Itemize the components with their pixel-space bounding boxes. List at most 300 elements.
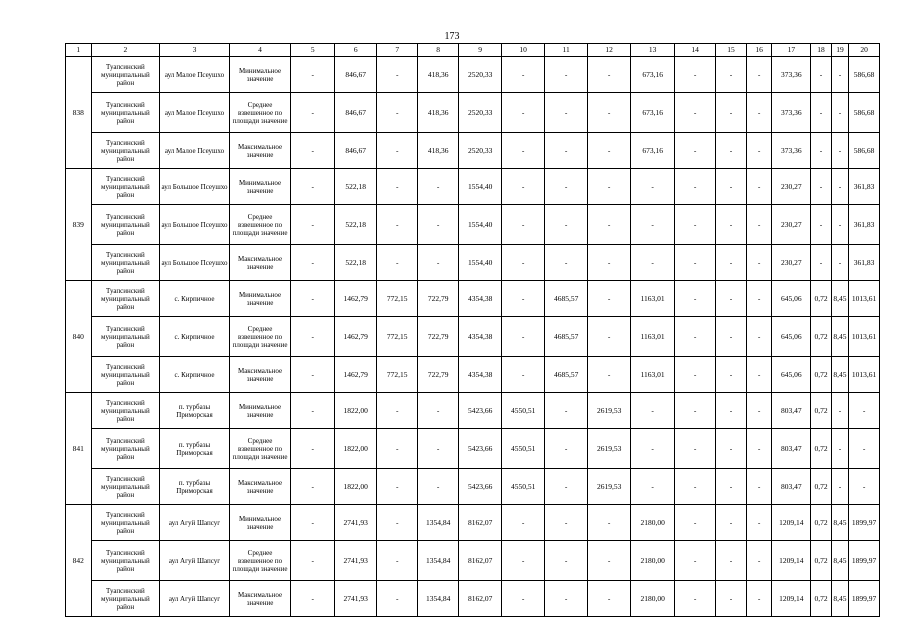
table-cell: - — [291, 429, 335, 469]
table-cell: 373,36 — [772, 93, 811, 133]
table-cell: - — [377, 133, 418, 169]
table-cell: 645,06 — [772, 357, 811, 393]
table-cell: 1013,61 — [849, 357, 880, 393]
table-cell: 803,47 — [772, 469, 811, 505]
table-cell: 0,72 — [811, 281, 831, 317]
table-cell: - — [377, 541, 418, 581]
table-cell: п. турбазы Приморская — [160, 469, 230, 505]
table-cell: 1462,79 — [335, 281, 377, 317]
table-cell: 1354,84 — [418, 541, 459, 581]
table-row — [66, 317, 880, 357]
table-cell: - — [291, 93, 335, 133]
table-cell: - — [291, 281, 335, 317]
table-cell: - — [716, 505, 747, 541]
table-cell: Минимальное значение — [229, 169, 290, 205]
table-cell: 772,15 — [377, 317, 418, 357]
table-row — [66, 541, 880, 581]
table-cell: 846,67 — [335, 93, 377, 133]
table-cell: - — [291, 393, 335, 429]
table-cell: - — [849, 469, 880, 505]
table-row — [66, 133, 880, 169]
table-cell: 373,36 — [772, 133, 811, 169]
table-cell: Туапсинский муниципальный район — [91, 205, 160, 245]
table-cell: - — [631, 169, 675, 205]
table-cell: 803,47 — [772, 429, 811, 469]
table-cell: 1013,61 — [849, 317, 880, 357]
table-cell: - — [545, 429, 588, 469]
table-cell: - — [545, 93, 588, 133]
table-cell: - — [377, 393, 418, 429]
column-header: 8 — [418, 44, 459, 57]
table-cell: п. турбазы Приморская — [160, 393, 230, 429]
table-cell: - — [291, 169, 335, 205]
table-cell: Среднее взвешенное по площади значение — [229, 93, 290, 133]
table-cell: - — [675, 541, 716, 581]
table-cell: - — [502, 169, 545, 205]
column-header: 10 — [502, 44, 545, 57]
table-cell: - — [545, 393, 588, 429]
table-cell: 0,72 — [811, 429, 831, 469]
table-cell: - — [418, 169, 459, 205]
table-cell: 1163,01 — [631, 357, 675, 393]
table-cell: Туапсинский муниципальный район — [91, 469, 160, 505]
table-cell: 586,68 — [849, 93, 880, 133]
table-cell: 4550,51 — [502, 469, 545, 505]
table-cell: 673,16 — [631, 133, 675, 169]
table-cell: - — [675, 505, 716, 541]
table-cell: - — [631, 205, 675, 245]
table-row — [66, 429, 880, 469]
row-index: 838 — [66, 57, 92, 169]
table-cell: Среднее взвешенное по площади значение — [229, 205, 290, 245]
table-cell: Туапсинский муниципальный район — [91, 581, 160, 617]
table-cell: 8,45 — [831, 281, 848, 317]
table-cell: - — [588, 245, 631, 281]
table-cell: - — [716, 429, 747, 469]
table-cell: 1354,84 — [418, 581, 459, 617]
table-cell: - — [811, 133, 831, 169]
table-cell: - — [716, 245, 747, 281]
column-header: 18 — [811, 44, 831, 57]
table-cell: - — [502, 317, 545, 357]
table-cell: 1013,61 — [849, 281, 880, 317]
table-cell: 230,27 — [772, 169, 811, 205]
table-cell: 1554,40 — [459, 169, 502, 205]
table-cell: - — [716, 541, 747, 581]
table-cell: 1462,79 — [335, 357, 377, 393]
table-cell: Максимальное значение — [229, 469, 290, 505]
table-cell: 4354,38 — [459, 317, 502, 357]
table-cell: 373,36 — [772, 57, 811, 93]
table-cell: - — [545, 133, 588, 169]
table-cell: аул Агуй Шапсуг — [160, 505, 230, 541]
table-cell: 846,67 — [335, 57, 377, 93]
table-cell: 4550,51 — [502, 393, 545, 429]
table-cell: Туапсинский муниципальный район — [91, 281, 160, 317]
table-cell: - — [831, 469, 848, 505]
column-header: 19 — [831, 44, 848, 57]
table-cell: - — [502, 205, 545, 245]
table-cell: - — [716, 393, 747, 429]
table-cell: - — [746, 169, 772, 205]
table-cell: 1899,97 — [849, 581, 880, 617]
table-cell: 645,06 — [772, 281, 811, 317]
column-header: 4 — [229, 44, 290, 57]
data-table — [65, 43, 880, 617]
table-cell: - — [502, 245, 545, 281]
table-cell: 1462,79 — [335, 317, 377, 357]
table-row — [66, 57, 880, 93]
table-cell: - — [377, 93, 418, 133]
table-cell: - — [675, 469, 716, 505]
table-cell: - — [631, 429, 675, 469]
table-cell: 522,18 — [335, 169, 377, 205]
table-cell: 8,45 — [831, 541, 848, 581]
header-row — [66, 44, 880, 57]
table-cell: Туапсинский муниципальный район — [91, 505, 160, 541]
table-cell: 1163,01 — [631, 281, 675, 317]
table-cell: аул Большое Псеушхо — [160, 245, 230, 281]
table-cell: - — [588, 205, 631, 245]
table-cell: - — [588, 169, 631, 205]
column-header: 12 — [588, 44, 631, 57]
table-row — [66, 393, 880, 429]
table-cell: 2741,93 — [335, 581, 377, 617]
table-cell: 0,72 — [811, 393, 831, 429]
table-cell: 8162,07 — [459, 581, 502, 617]
table-cell: - — [291, 469, 335, 505]
table-cell: 2520,33 — [459, 57, 502, 93]
table-cell: Максимальное значение — [229, 581, 290, 617]
table-cell: - — [811, 169, 831, 205]
table-cell: 5423,66 — [459, 429, 502, 469]
table-row — [66, 169, 880, 205]
table-cell: - — [291, 57, 335, 93]
table-cell: - — [588, 281, 631, 317]
table-cell: 418,36 — [418, 133, 459, 169]
table-cell: Среднее взвешенное по площади значение — [229, 429, 290, 469]
table-cell: - — [545, 205, 588, 245]
table-cell: 673,16 — [631, 57, 675, 93]
table-cell: 230,27 — [772, 205, 811, 245]
table-cell: 1822,00 — [335, 469, 377, 505]
table-cell: 4685,57 — [545, 281, 588, 317]
table-cell: 4685,57 — [545, 357, 588, 393]
table-cell: 2741,93 — [335, 541, 377, 581]
table-cell: Туапсинский муниципальный район — [91, 57, 160, 93]
table-cell: - — [746, 245, 772, 281]
table-cell: 230,27 — [772, 245, 811, 281]
table-cell: 803,47 — [772, 393, 811, 429]
table-cell: - — [545, 541, 588, 581]
table-cell: - — [675, 429, 716, 469]
table-cell: 1822,00 — [335, 429, 377, 469]
table-cell: - — [291, 317, 335, 357]
table-cell: 1899,97 — [849, 541, 880, 581]
table-cell: - — [831, 133, 848, 169]
table-cell: - — [377, 429, 418, 469]
row-index: 840 — [66, 281, 92, 393]
table-cell: - — [675, 393, 716, 429]
table-cell: 8162,07 — [459, 505, 502, 541]
table-cell: Туапсинский муниципальный район — [91, 429, 160, 469]
table-row — [66, 281, 880, 317]
table-cell: - — [588, 581, 631, 617]
column-header: 5 — [291, 44, 335, 57]
table-cell: - — [675, 93, 716, 133]
table-cell: - — [291, 357, 335, 393]
table-row — [66, 581, 880, 617]
column-header: 14 — [675, 44, 716, 57]
table-cell: - — [716, 581, 747, 617]
table-cell: - — [746, 57, 772, 93]
table-cell: - — [377, 469, 418, 505]
table-cell: - — [675, 169, 716, 205]
table-cell: - — [502, 541, 545, 581]
column-header: 1 — [66, 44, 92, 57]
table-cell: 361,83 — [849, 169, 880, 205]
table-cell: - — [716, 133, 747, 169]
table-cell: 586,68 — [849, 133, 880, 169]
table-cell: - — [716, 357, 747, 393]
column-header: 9 — [459, 44, 502, 57]
table-cell: Туапсинский муниципальный район — [91, 133, 160, 169]
table-row — [66, 357, 880, 393]
table-cell: - — [418, 393, 459, 429]
table-cell: - — [675, 133, 716, 169]
table-cell: - — [588, 357, 631, 393]
column-header: 6 — [335, 44, 377, 57]
table-cell: 772,15 — [377, 357, 418, 393]
table-cell: 4685,57 — [545, 317, 588, 357]
table-cell: 4550,51 — [502, 429, 545, 469]
table-cell: 0,72 — [811, 469, 831, 505]
table-cell: - — [377, 205, 418, 245]
table-cell: - — [746, 205, 772, 245]
table-cell: - — [502, 357, 545, 393]
table-cell: - — [811, 57, 831, 93]
table-cell: - — [831, 393, 848, 429]
table-cell: 722,79 — [418, 357, 459, 393]
table-cell: - — [631, 393, 675, 429]
table-cell: Минимальное значение — [229, 505, 290, 541]
table-cell: 522,18 — [335, 205, 377, 245]
table-cell: - — [588, 57, 631, 93]
table-cell: Минимальное значение — [229, 393, 290, 429]
table-cell: аул Агуй Шапсуг — [160, 541, 230, 581]
table-cell: - — [746, 505, 772, 541]
table-cell: 8162,07 — [459, 541, 502, 581]
table-cell: - — [831, 93, 848, 133]
table-cell: 5423,66 — [459, 393, 502, 429]
table-cell: 2619,53 — [588, 393, 631, 429]
table-cell: - — [811, 245, 831, 281]
table-cell: - — [377, 245, 418, 281]
table-cell: - — [545, 57, 588, 93]
table-cell: Максимальное значение — [229, 357, 290, 393]
table-cell: - — [831, 245, 848, 281]
table-row — [66, 93, 880, 133]
table-cell: 522,18 — [335, 245, 377, 281]
table-cell: 2619,53 — [588, 469, 631, 505]
table-cell: аул Большое Псеушхо — [160, 169, 230, 205]
table-cell: 2180,00 — [631, 541, 675, 581]
table-cell: 0,72 — [811, 581, 831, 617]
table-cell: 361,83 — [849, 245, 880, 281]
column-header: 15 — [716, 44, 747, 57]
table-cell: 645,06 — [772, 317, 811, 357]
table-cell: 2180,00 — [631, 581, 675, 617]
table-cell: - — [377, 57, 418, 93]
table-cell: 2520,33 — [459, 93, 502, 133]
table-cell: - — [377, 169, 418, 205]
table-cell: - — [716, 57, 747, 93]
table-cell: 1163,01 — [631, 317, 675, 357]
column-header: 11 — [545, 44, 588, 57]
table-cell: - — [716, 169, 747, 205]
table-cell: - — [291, 133, 335, 169]
table-cell: Туапсинский муниципальный район — [91, 93, 160, 133]
table-cell: 1554,40 — [459, 205, 502, 245]
table-cell: аул Агуй Шапсуг — [160, 581, 230, 617]
column-header: 7 — [377, 44, 418, 57]
table-cell: п. турбазы Приморская — [160, 429, 230, 469]
table-cell: - — [716, 317, 747, 357]
table-cell: 361,83 — [849, 205, 880, 245]
table-row — [66, 505, 880, 541]
table-cell: - — [545, 505, 588, 541]
table-cell: 1554,40 — [459, 245, 502, 281]
table-cell: 8,45 — [831, 357, 848, 393]
table-cell: - — [418, 429, 459, 469]
table-cell: - — [418, 205, 459, 245]
table-cell: - — [675, 57, 716, 93]
table-cell: 2741,93 — [335, 505, 377, 541]
table-cell: - — [291, 205, 335, 245]
column-header: 16 — [746, 44, 772, 57]
table-cell: - — [502, 133, 545, 169]
table-cell: - — [716, 281, 747, 317]
table-cell: 1209,14 — [772, 541, 811, 581]
table-cell: - — [811, 205, 831, 245]
table-cell: 1209,14 — [772, 581, 811, 617]
table-cell: 0,72 — [811, 505, 831, 541]
table-cell: Туапсинский муниципальный район — [91, 541, 160, 581]
table-cell: - — [291, 581, 335, 617]
table-cell: - — [849, 429, 880, 469]
table-row — [66, 469, 880, 505]
table-cell: - — [831, 57, 848, 93]
table-cell: 4354,38 — [459, 357, 502, 393]
table-cell: - — [418, 469, 459, 505]
table-cell: Максимальное значение — [229, 245, 290, 281]
table-cell: 8,45 — [831, 581, 848, 617]
table-cell: Туапсинский муниципальный район — [91, 245, 160, 281]
table-cell: - — [502, 581, 545, 617]
table-cell: 5423,66 — [459, 469, 502, 505]
table-cell: аул Малое Псеушхо — [160, 133, 230, 169]
table-cell: - — [291, 541, 335, 581]
table-cell: 846,67 — [335, 133, 377, 169]
table-cell: - — [502, 505, 545, 541]
table-cell: - — [545, 469, 588, 505]
table-cell: 1354,84 — [418, 505, 459, 541]
table-cell: - — [545, 581, 588, 617]
column-header: 20 — [849, 44, 880, 57]
table-cell: с. Кирпичное — [160, 317, 230, 357]
table-cell: - — [675, 245, 716, 281]
table-cell: - — [502, 93, 545, 133]
column-header: 3 — [160, 44, 230, 57]
table-cell: - — [831, 205, 848, 245]
table-cell: 722,79 — [418, 317, 459, 357]
table-cell: - — [746, 581, 772, 617]
table-cell: - — [716, 469, 747, 505]
table-cell: - — [716, 205, 747, 245]
table-cell: 2520,33 — [459, 133, 502, 169]
table-cell: 1209,14 — [772, 505, 811, 541]
table-cell: 8,45 — [831, 505, 848, 541]
table-cell: - — [746, 133, 772, 169]
column-header: 2 — [91, 44, 160, 57]
table-cell: - — [716, 93, 747, 133]
table-cell: - — [675, 281, 716, 317]
table-cell: - — [545, 169, 588, 205]
table-cell: 2619,53 — [588, 429, 631, 469]
table-cell: - — [746, 541, 772, 581]
table-cell: - — [588, 133, 631, 169]
column-header: 13 — [631, 44, 675, 57]
table-cell: - — [675, 317, 716, 357]
table-cell: - — [377, 581, 418, 617]
table-cell: Туапсинский муниципальный район — [91, 393, 160, 429]
table-cell: - — [545, 245, 588, 281]
table-cell: - — [831, 429, 848, 469]
table-cell: Туапсинский муниципальный район — [91, 357, 160, 393]
table-cell: Туапсинский муниципальный район — [91, 317, 160, 357]
table-cell: Среднее взвешенное по площади значение — [229, 541, 290, 581]
table-cell: 1899,97 — [849, 505, 880, 541]
table-cell: 586,68 — [849, 57, 880, 93]
table-cell: - — [377, 505, 418, 541]
table-cell: - — [588, 317, 631, 357]
table-cell: - — [291, 245, 335, 281]
table-cell: аул Большое Псеушхо — [160, 205, 230, 245]
table-cell: Минимальное значение — [229, 57, 290, 93]
table-cell: - — [675, 357, 716, 393]
table-cell: 418,36 — [418, 93, 459, 133]
table-cell: - — [631, 469, 675, 505]
table-cell: - — [588, 505, 631, 541]
table-cell: - — [746, 393, 772, 429]
table-cell: аул Малое Псеушхо — [160, 93, 230, 133]
table-cell: - — [675, 581, 716, 617]
table-cell: 418,36 — [418, 57, 459, 93]
table-cell: Туапсинский муниципальный район — [91, 169, 160, 205]
table-cell: 0,72 — [811, 317, 831, 357]
table-cell: - — [746, 281, 772, 317]
table-cell: - — [502, 57, 545, 93]
table-cell: - — [418, 245, 459, 281]
row-index: 841 — [66, 393, 92, 505]
table-cell: с. Кирпичное — [160, 281, 230, 317]
table-cell: - — [746, 469, 772, 505]
table-cell: аул Малое Псеушхо — [160, 57, 230, 93]
row-index: 839 — [66, 169, 92, 281]
table-cell: 673,16 — [631, 93, 675, 133]
table-row — [66, 205, 880, 245]
table-cell: 8,45 — [831, 317, 848, 357]
